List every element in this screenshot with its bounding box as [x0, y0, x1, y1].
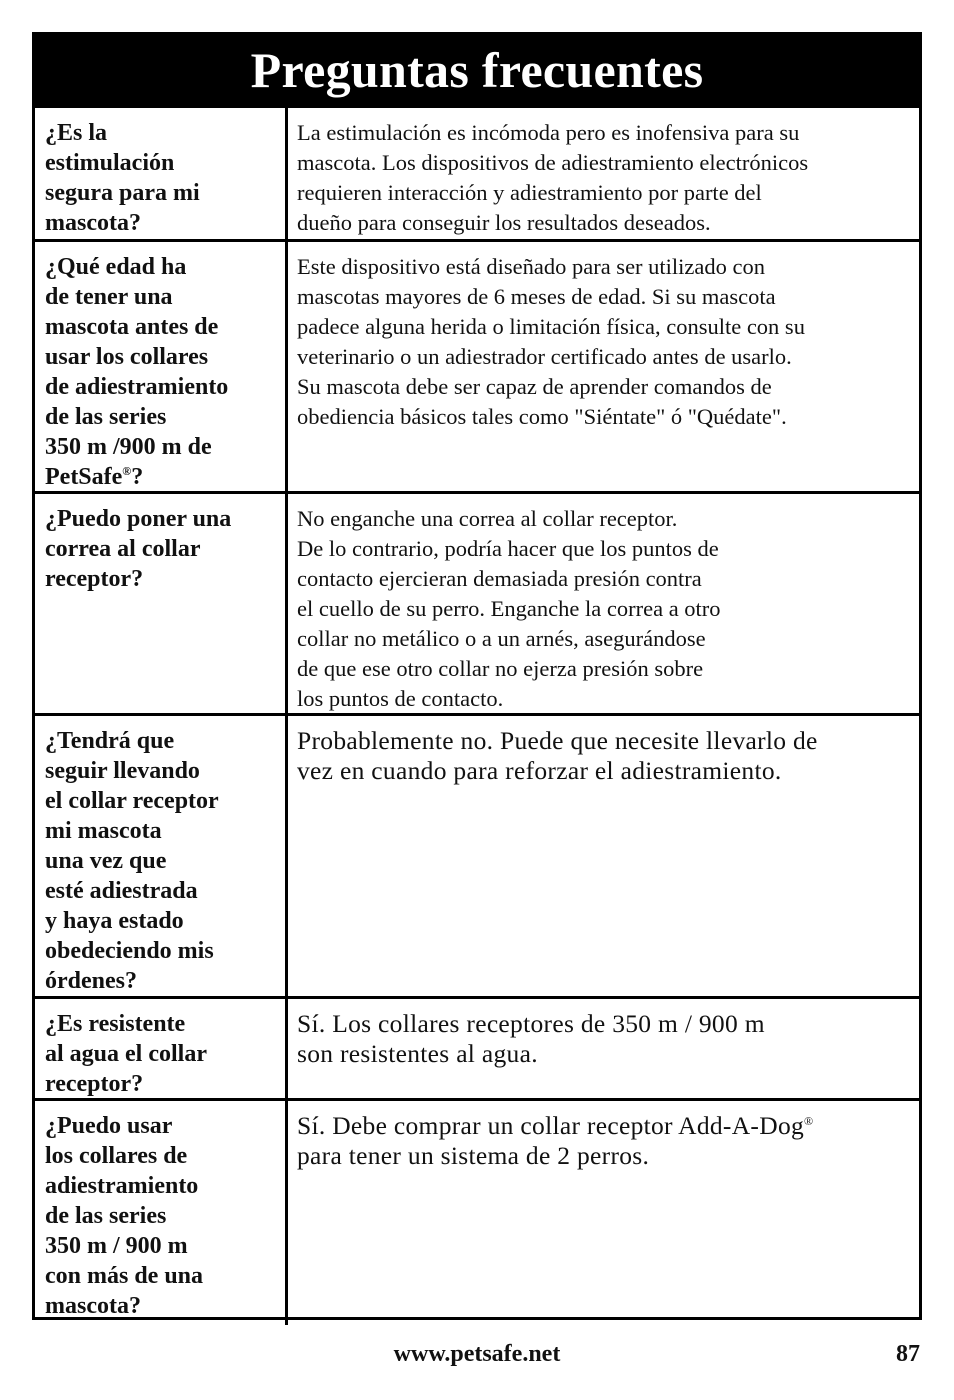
faq-question: ¿Es la estimulación segura para mi mascota? — [35, 108, 288, 239]
faq-row — [35, 999, 919, 1101]
faq-row — [35, 108, 919, 242]
faq-answer: La estimulación es incómoda pero es inofensiva para su mascota. Los dispositivos de adiestramiento electrónicos requieren interacción y adiestramiento por parte del dueño para conseguir los resultados deseados. — [297, 120, 809, 235]
faq-answer: Este dispositivo está diseñado para ser utilizado con mascotas mayores de 6 meses de edad. Si su mascota padece alguna herida o limitación física, consulte con su veterinario o un adiestrador certificado antes de usarlo. Su mascota debe ser capaz de aprender comandos de obediencia básicos tales como "Siéntate" ó "Quédate". — [297, 254, 805, 429]
faq-row — [35, 242, 919, 494]
faq-question: ¿Tendrá que seguir llevando el collar receptor mi mascota una vez que esté adiestrada y haya estado obedeciendo mis órdenes? — [35, 716, 288, 996]
faq-row — [35, 494, 919, 716]
faq-question — [35, 242, 288, 491]
faq-question: ¿Puedo poner una correa al collar receptor? — [35, 494, 288, 713]
registered-mark: ® — [804, 1114, 814, 1128]
faq-answer-text: Sí. Debe comprar un collar receptor Add-A-Dog — [297, 1111, 805, 1140]
faq-row — [35, 716, 919, 999]
page-number: 87 — [896, 1341, 920, 1367]
faq-answer: Sí. Los collares receptores de 350 m / 900 m son resistentes al agua. — [297, 1009, 765, 1068]
faq-answer — [288, 1101, 919, 1325]
faq-question-end: ? — [131, 464, 144, 490]
footer-url: www.petsafe.net — [393, 1341, 561, 1367]
faq-table — [32, 32, 922, 1320]
faq-question: ¿Puedo usar los collares de adiestramiento de las series 350 m / 900 m con más de una mascota? — [35, 1101, 288, 1325]
page-title: Preguntas frecuentes — [35, 35, 919, 108]
faq-answer: Probablemente no. Puede que necesite llevarlo de vez en cuando para reforzar el adiestramiento. — [297, 726, 818, 785]
registered-mark: ® — [122, 464, 132, 478]
faq-question: ¿Es resistente al agua el collar receptor? — [35, 999, 288, 1098]
faq-row — [35, 1101, 919, 1325]
faq-answer: No enganche una correa al collar receptor. De lo contrario, podría hacer que los puntos de contacto ejercieran demasiada presión contra el cuello de su perro. Enganche la correa a otro collar no metálico o a un arnés, asegurándose de que ese otro collar no ejerza presión sobre los puntos de contacto. — [297, 506, 721, 711]
faq-question-text: ¿Qué edad ha de tener una mascota antes de usar los collares de adiestramiento de las series 350 m /900 m de PetSafe — [45, 254, 229, 490]
faq-answer-end: para tener un sistema de 2 perros. — [297, 1141, 650, 1170]
